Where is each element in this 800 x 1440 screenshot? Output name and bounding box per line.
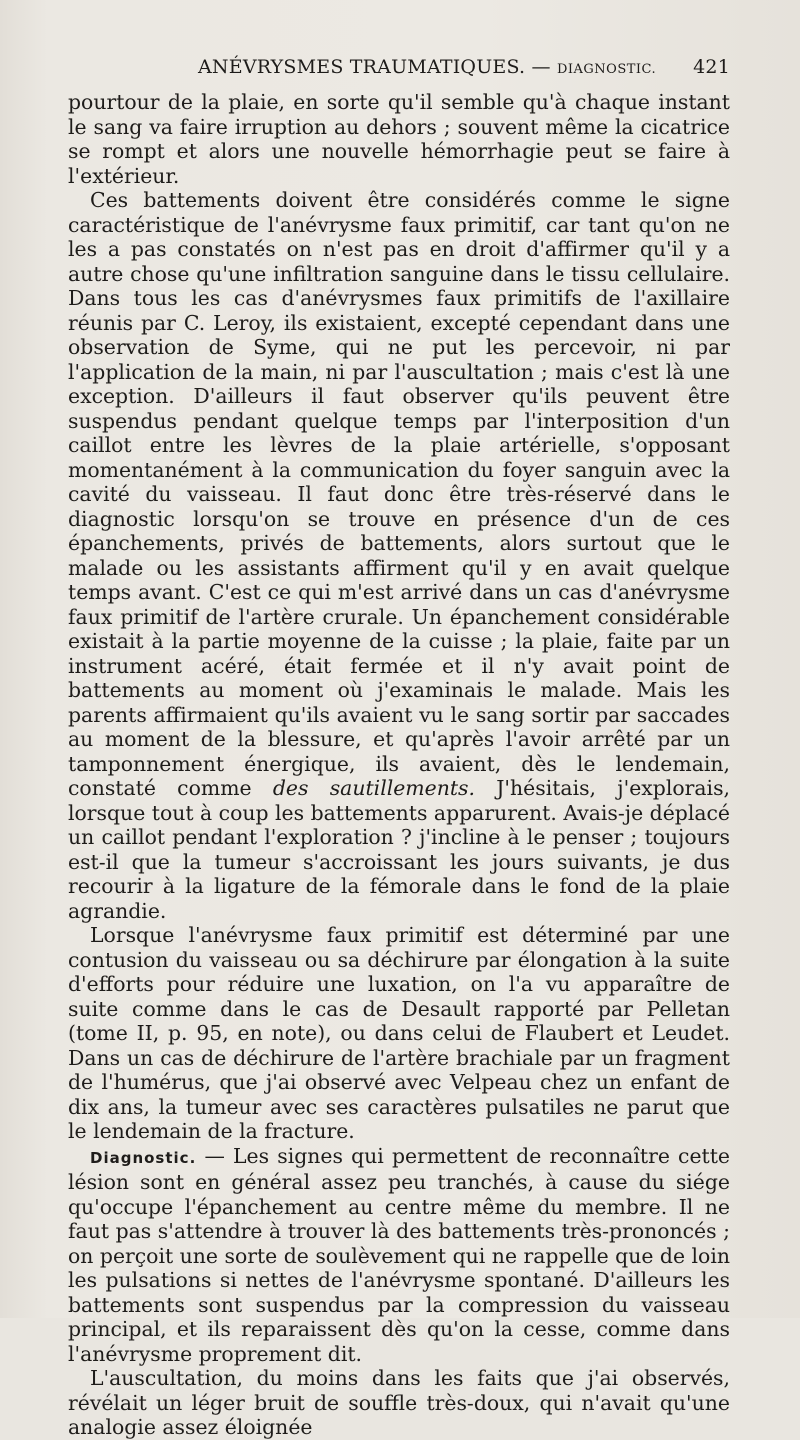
paragraph-1: pourtour de la plaie, en sorte qu'il semble qu'à chaque instant le sang va faire irruption au dehors ; souvent même la cicatrice se rompt et alors une nouvelle hémorrhagie peut se faire à l'extérieur. [68,90,730,188]
body-text [68,90,730,1440]
paragraph-2-text-a: Ces battements doivent être considérés comme le signe caractéristique de l'anévrysme faux primitif, car tant qu'on ne les a pas constatés on n'est pas en droit d'affirmer qu'il y a autre chose qu'une infiltration sanguine dans le tissu cellulaire. Dans tous les cas d'anévrysmes faux primitifs de l'axillaire réunis par C. Leroy, ils existaient, excepté cependant dans une observation de Syme, qui ne put les percevoir, ni par l'application de la main, ni par l'auscultation ; mais c'est là une exception. D'ailleurs il faut observer qu'ils peuvent être suspendus pendant quelque temps par l'interposition d'un caillot entre les lèvres de la plaie artérielle, s'opposant momentanément à la communication du foyer sanguin avec la cavité du vaisseau. Il faut donc être très-réservé dans le diagnostic lorsqu'on se trouve en présence d'un de ces épanchements, privés de battements, alors surtout que le malade ou les assistants affirment qu'il y en avait quelque temps avant. C'est ce qui m'est arrivé dans un cas d'anévrysme faux primitif de l'artère crurale. Un épanchement considérable existait à la partie moyenne de la cuisse ; la plaie, faite par un instrument acéré, était fermée et il n'y avait point de battements au moment où j'examinais le malade. Mais les parents affirmaient qu'ils avaient vu le sang sortir par saccades au moment de la blessure, et qu'après l'avoir arrêté par un tamponnement énergique, ils avaient, dès le lendemain, constaté comme [68,188,730,800]
paragraph-2-emphasis: des sautillements. [272,776,475,800]
running-title [198,56,656,78]
paragraph-4 [68,1144,730,1367]
paragraph-4-text: — Les signes qui permettent de reconnaître cette lésion sont en général assez peu tranchés, à cause du siége qu'occupe l'épanchement au centre même du membre. Il ne faut pas s'attendre à trouver là des battements très-prononcés ; on perçoit une sorte de soulèvement qui ne rappelle que de loin les pulsations si nettes de l'anévrysme spontané. D'ailleurs les battements sont suspendus par la compression du vaisseau principal, et ils reparaissent dès qu'on la cesse, comme dans l'anévrysme proprement dit. [68,1143,731,1366]
page-number: 421 [693,56,730,78]
running-title-section: DIAGNOSTIC. [556,62,657,77]
paragraph-2-text-b: J'hésitais, j'explorais, lorsque tout à coup les battements apparurent. Avais-je déplacé un caillot pendant l'exploration ? j'incline à le penser ; toujours est-il que la tumeur s'accroissant les jours suivants, je dus recourir à la ligature de la fémorale dans le fond de la plaie agrandie. [68,776,731,923]
running-title-main: ANÉVRYSMES TRAUMATIQUES. — [198,56,551,78]
paragraph-2 [68,188,730,923]
paragraph-5: L'auscultation, du moins dans les faits que j'ai observés, révélait un léger bruit de souffle très-doux, qui n'avait qu'une analogie assez éloignée [68,1366,730,1439]
running-header [68,56,730,90]
paragraph-3: Lorsque l'anévrysme faux primitif est déterminé par une contusion du vaisseau ou sa déchirure par élongation à la suite d'efforts pour réduire une luxation, on l'a vu apparaître de suite comme dans le cas de Desault rapporté par Pelletan (tome II, p. 95, en note), ou dans celui de Flaubert et Leudet. Dans un cas de déchirure de l'artère brachiale par un fragment de l'humérus, que j'ai observé avec Velpeau chez un enfant de dix ans, la tumeur avec ses caractères pulsatiles ne parut que le lendemain de la fracture. [68,923,730,1143]
section-heading: Diagnostic. [90,1148,197,1167]
